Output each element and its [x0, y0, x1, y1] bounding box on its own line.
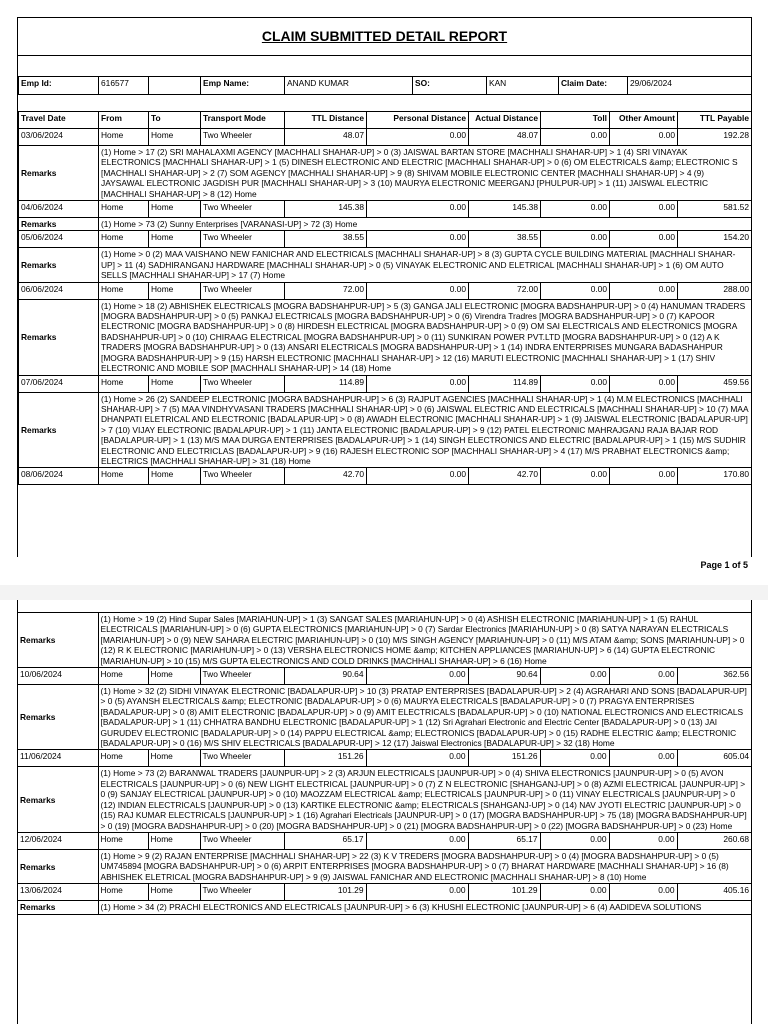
col-ttl-payable: TTL Payable [678, 112, 752, 129]
toll-cell: 0.00 [541, 468, 610, 485]
remarks-text: (1) Home > 19 (2) Hind Supar Sales [MARIAHUN-UP] > 1 (3) SANGAT SALES [MARIAHUN-UP] > 0 (4) ASHISH ELECTRONIC [MARIAHUN-UP] > 1 (5) RAHUL ELECTRICALS [MARIAHUN-UP] > 0 (6) GUPTA ELECTRONICS [MARIAHUN-UP] > 0 (7) Sardar Electronics [MARIAHUN-UP] > 0 (8) SATYA NARAYAN ELECTRICALS [MARIAHUN-UP] > 0 (9) NEW SAHARA ELECTRIC [MARIAHUN-UP] > 0 (10) M/S SINGH AGENCY [MARIAHUN-UP] > 0 (11) M/S ATAM &amp; SONS [MARIAHUN-UP] > 0 (12) R K ELECTRONIC [MARIAHUN-UP] > 0 (13) VERSHA ELECTRONICS HOME &amp; KITCHEN APPLIANCES [MARIAHUN-UP] > 6 (14) GUPTA ELECTRONIC [MARIAHUN-UP] > 10 (15) M/S GUPTA ELECTRONICS AND COLD DRINKS [MACHHALI SHAHAR-UP] > 6 (16) Home [98, 613, 751, 668]
ttl-payable-cell: 288.00 [678, 282, 752, 299]
emp-id-label: Emp Id: [19, 77, 99, 95]
remarks-text: (1) Home > 34 (2) PRACHI ELECTRONICS AND ELECTRICALS [JAUNPUR-UP] > 6 (3) KHUSHI ELECTRONIC [JAUNPUR-UP] > 6 (4) AADIDEVA SOLUTIONS [98, 901, 751, 914]
travel-date-cell: 03/06/2024 [19, 129, 99, 146]
transport-mode-cell: Two Wheeler [200, 750, 284, 767]
remarks-row [18, 849, 751, 883]
other-amount-cell: 0.00 [610, 129, 678, 146]
report-frame [17, 17, 752, 557]
from-cell: Home [99, 375, 149, 392]
page-gap [0, 585, 768, 600]
toll-cell: 0.00 [540, 750, 609, 767]
page-number: Page 1 of 5 [700, 560, 748, 570]
remarks-text: (1) Home > 73 (2) BARANWAL TRADERS [JAUNPUR-UP] > 2 (3) ARJUN ELECTRICALS [JAUNPUR-UP] > 0 (4) SHIVA ELECTRONICS [JAUNPUR-UP] > 0 (5) AVON ELECTRICALS [JAUNPUR-UP] > 0 (6) NEW LIGHT ELECTRICAL [JAUNPUR-UP] > 0 (7) Z N ELECTRONIC [SHAHGANJ-UP] > 0 (8) AZMI ELECTRICAL [JAUNPUR-UP] > 0 (9) SANJAY ELECTRICAL [JAUNPUR-UP] > 0 (10) MAOZZAM ELECTRICAL &amp; ELECTRICALS [JAUNPUR-UP] > 0 (11) VINAY ELECTRICALS [JAUNPUR-UP] > 0 (12) INDIAN ELECTRICALS [JAUNPUR-UP] > 0 (13) KARTIKE ELECTRONIC &amp; ELECTRICALS [SHAHGANJ-UP] > 0 (14) NAV JYOTI ELECTRIC [JAUNPUR-UP] > 0 (15) RAJ KUMAR ELECTRICALS [JAUNPUR-UP] > 1 (16) Agrahari Electricals [JAUNPUR-UP] > 0 (17) [MOGRA BADSHAHPUR-UP] > 75 (18) [MOGRA BADSHAHPUR-UP] > 0 (19) [MOGRA BADSHAHPUR-UP] > 0 (20) [MOGRA BADSHAHPUR-UP] > 0 (21) [MOGRA BADSHAHPUR-UP] > 0 (22) [MOGRA BADSHAHPUR-UP] > 0 (23) Home [98, 767, 751, 832]
from-cell: Home [99, 201, 149, 218]
ttl-distance-cell: 42.70 [285, 468, 367, 485]
transport-mode-cell: Two Wheeler [200, 832, 284, 849]
toll-cell: 0.00 [541, 129, 610, 146]
other-amount-cell: 0.00 [610, 282, 678, 299]
from-cell: Home [98, 832, 148, 849]
remarks-text: (1) Home > 73 (2) Sunny Enterprises [VARANASI-UP] > 72 (3) Home [99, 218, 752, 231]
personal-distance-cell: 0.00 [367, 201, 469, 218]
report-frame [17, 600, 752, 1024]
personal-distance-cell: 0.00 [367, 282, 469, 299]
from-cell: Home [99, 282, 149, 299]
ttl-payable-cell: 170.80 [678, 468, 752, 485]
to-cell: Home [148, 884, 200, 901]
remarks-text: (1) Home > 0 (2) MAA VAISHANO NEW FANICHAR AND ELECTRICALS [MACHHALI SHAHAR-UP] > 8 (3) GUPTA CYCLE BUILDING MATERIAL [MACHHALI SHAHAR-UP] > 11 (4) SADHIRANGANJ HARDWARE [MACHHALI SHAHAR-UP] > 0 (5) VINAYAK ELECTRONIC AND ELETRICAL [MACHHALI SHAHAR-UP] > 1 (6) OM AUTO SELLS [MACHHALI SHAHAR-UP] > 17 (7) Home [99, 248, 752, 282]
other-amount-cell: 0.00 [610, 468, 678, 485]
remarks-row [18, 901, 751, 914]
to-cell: Home [148, 668, 200, 685]
ttl-distance-cell: 65.17 [284, 832, 366, 849]
report-page-2 [0, 600, 768, 1024]
remarks-row [19, 392, 752, 468]
to-cell: Home [148, 832, 200, 849]
remarks-text: (1) Home > 18 (2) ABHISHEK ELECTRICALS [MOGRA BADSHAHPUR-UP] > 5 (3) GANGA JALI ELECTRONIC [MOGRA BADSHAHPUR-UP] > 0 (4) HANUMAN TRADERS [MOGRA BADSHAHPUR-UP] > 0 (5) PANKAJ ELECTRICALS [MOGRA BADSHAHPUR-UP] > 0 (6) Virendra Tradres [MOGRA BADSHAHPUR-UP] > 0 (7) KAPOOR ELECTRONIC [MOGRA BADSHAHPUR-UP] > 0 (8) HIRDESH ELECTRICAL [MOGRA BADSHAHPUR-UP] > 0 (9) OM SAI ELECTRICALS AND ELECTRONICS [MOGRA BADSHAHPUR-UP] > 0 (10) CHIRAAG ELECTRICAL [MOGRA BADSHAHPUR-UP] > 0 (11) SUNKIRAN POWER PVT.LTD [MOGRA BADSHAHPUR-UP] > 0 (12) A K TRADERS [MOGRA BADSHAHPUR-UP] > 0 (13) ANSARI ELECTRICALS [MOGRA BADSHAHPUR-UP] > 1 (14) INDRA ENTERPRISES MUNGARA BADASHAHPUR [MOGRA BADSHAHPUR-UP] > 9 (15) HARSH ELECTRONIC [MACHHALI SHAHAR-UP] > 12 (16) MARUTI ELECTRONIC [MACHHALI SHAHAR-UP] > 1 (17) SHIV ELECTRONIC AND MOBILE SOP [MACHHALI SHAHAR-UP] > 14 (18) Home [99, 299, 752, 375]
to-cell: Home [149, 282, 201, 299]
remarks-row [19, 299, 752, 375]
actual-distance-cell: 90.64 [468, 668, 540, 685]
remarks-text: (1) Home > 9 (2) RAJAN ENTERPRISE [MACHHALI SHAHAR-UP] > 22 (3) K V TREDERS [MOGRA BADSHAHPUR-UP] > 0 (4) [MOGRA BADSHAHPUR-UP] > 0 (5) UM745894 [MOGRA BADSHAHPUR-UP] > 0 (6) ARPIT ENTERPRISES [MOGRA BADSHAHPUR-UP] > 0 (7) BHARAT HARDWARE [MACHHALI SHAHAR-UP] > 16 (8) ABHISHEK ELETRICAL [MOGRA BADSHAHPUR-UP] > 9 (9) JAISWAL FANICHAR AND ELECTRONIC [MACHHALI SHAHAR-UP] > 8 (10) Home [98, 849, 751, 883]
actual-distance-cell: 101.29 [468, 884, 540, 901]
ttl-distance-cell: 151.26 [284, 750, 366, 767]
from-cell: Home [98, 668, 148, 685]
toll-cell: 0.00 [541, 282, 610, 299]
from-cell: Home [99, 468, 149, 485]
other-amount-cell: 0.00 [609, 668, 677, 685]
emp-id-value: 616577 [99, 77, 149, 95]
other-amount-cell: 0.00 [610, 231, 678, 248]
personal-distance-cell: 0.00 [367, 375, 469, 392]
actual-distance-cell: 72.00 [469, 282, 541, 299]
travel-date-cell: 08/06/2024 [19, 468, 99, 485]
table-row [19, 231, 752, 248]
ttl-distance-cell: 145.38 [285, 201, 367, 218]
personal-distance-cell: 0.00 [367, 468, 469, 485]
travel-date-cell: 13/06/2024 [18, 884, 98, 901]
col-ttl-distance: TTL Distance [285, 112, 367, 129]
to-cell: Home [148, 750, 200, 767]
toll-cell: 0.00 [541, 201, 610, 218]
col-transport-mode: Transport Mode [201, 112, 285, 129]
table-row [19, 468, 752, 485]
travel-date-cell: 12/06/2024 [18, 832, 98, 849]
personal-distance-cell: 0.00 [367, 231, 469, 248]
transport-mode-cell: Two Wheeler [200, 668, 284, 685]
remarks-label: Remarks [18, 685, 98, 750]
table-row [19, 129, 752, 146]
ttl-payable-cell: 154.20 [678, 231, 752, 248]
ttl-payable-cell: 581.52 [678, 201, 752, 218]
remarks-label: Remarks [18, 901, 98, 914]
toll-cell: 0.00 [540, 884, 609, 901]
from-cell: Home [99, 129, 149, 146]
remarks-row [19, 146, 752, 201]
remarks-label: Remarks [18, 767, 98, 832]
claim-date-label: Claim Date: [559, 77, 628, 95]
other-amount-cell: 0.00 [610, 201, 678, 218]
table-row [18, 832, 751, 849]
travel-date-cell: 06/06/2024 [19, 282, 99, 299]
transport-mode-cell: Two Wheeler [201, 282, 285, 299]
travel-date-cell: 11/06/2024 [18, 750, 98, 767]
from-cell: Home [98, 750, 148, 767]
table-row [19, 375, 752, 392]
other-amount-cell: 0.00 [609, 884, 677, 901]
col-to: To [149, 112, 201, 129]
remarks-text: (1) Home > 17 (2) SRI MAHALAXMI AGENCY [MACHHALI SHAHAR-UP] > 0 (3) JAISWAL BARTAN STORE [MACHHALI SHAHAR-UP] > 1 (4) SRI VINAYAK ELECTRONICS [MACHHALI SHAHAR-UP] > 1 (5) DINESH ELECTRONIC AND ELECTRIC [MACHHALI SHAHAR-UP] > 0 (6) OM ELECTRICALS &amp; ELECTRONIC S [MACHHALI SHAHAR-UP] > 2 (7) SOM AGENCY [MACHHALI SHAHAR-UP] > 9 (8) SHIVAM MOBILE ELECTRONIC CENTER [MACHHALI SHAHAR-UP] > 4 (9) JAYSAWAL ELECTRONIC JAGDISH PUR [MACHHALI SHAHAR-UP] > 3 (10) MAURYA ELECTRONIC MEERGANJ [PHULPUR-UP] > 1 (11) JAISWAL ELECTRIC [MACHHALI SHAHAR-UP] > 8 (12) Home [99, 146, 752, 201]
emp-name-label: Emp Name: [201, 77, 285, 95]
personal-distance-cell: 0.00 [366, 750, 468, 767]
remarks-row [19, 218, 752, 231]
transport-mode-cell: Two Wheeler [201, 375, 285, 392]
to-cell: Home [149, 201, 201, 218]
ttl-payable-cell: 605.04 [677, 750, 751, 767]
travel-date-cell: 05/06/2024 [19, 231, 99, 248]
report-title: CLAIM SUBMITTED DETAIL REPORT [261, 28, 508, 44]
ttl-distance-cell: 101.29 [284, 884, 366, 901]
remarks-label: Remarks [18, 849, 98, 883]
actual-distance-cell: 65.17 [468, 832, 540, 849]
actual-distance-cell: 145.38 [469, 201, 541, 218]
personal-distance-cell: 0.00 [367, 129, 469, 146]
actual-distance-cell: 48.07 [469, 129, 541, 146]
personal-distance-cell: 0.00 [366, 668, 468, 685]
transport-mode-cell: Two Wheeler [201, 201, 285, 218]
table-row [18, 668, 751, 685]
ttl-distance-cell: 38.55 [285, 231, 367, 248]
report-title-bar [18, 17, 751, 56]
claims-table [18, 111, 752, 485]
personal-distance-cell: 0.00 [366, 832, 468, 849]
other-amount-cell: 0.00 [609, 750, 677, 767]
from-cell: Home [98, 884, 148, 901]
col-from: From [99, 112, 149, 129]
table-row [19, 282, 752, 299]
ttl-distance-cell: 90.64 [284, 668, 366, 685]
to-cell: Home [149, 129, 201, 146]
remarks-row [18, 767, 751, 832]
remarks-row [18, 685, 751, 750]
to-cell: Home [149, 468, 201, 485]
col-travel-date: Travel Date [19, 112, 99, 129]
remarks-label: Remarks [19, 218, 99, 231]
actual-distance-cell: 38.55 [469, 231, 541, 248]
actual-distance-cell: 42.70 [469, 468, 541, 485]
to-cell: Home [149, 231, 201, 248]
other-amount-cell: 0.00 [610, 375, 678, 392]
emp-name-value: ANAND KUMAR [285, 77, 413, 95]
toll-cell: 0.00 [540, 668, 609, 685]
table-row [18, 884, 751, 901]
to-cell: Home [149, 375, 201, 392]
transport-mode-cell: Two Wheeler [200, 884, 284, 901]
so-value: KAN [487, 77, 559, 95]
other-amount-cell: 0.00 [609, 832, 677, 849]
claim-date-value: 29/06/2024 [628, 77, 752, 95]
remarks-label: Remarks [19, 146, 99, 201]
remarks-row [19, 248, 752, 282]
toll-cell: 0.00 [541, 231, 610, 248]
ttl-payable-cell: 362.56 [677, 668, 751, 685]
transport-mode-cell: Two Wheeler [201, 468, 285, 485]
toll-cell: 0.00 [541, 375, 610, 392]
remarks-label: Remarks [19, 248, 99, 282]
remarks-label: Remarks [19, 392, 99, 468]
ttl-payable-cell: 405.16 [677, 884, 751, 901]
col-personal-distance: Personal Distance [367, 112, 469, 129]
actual-distance-cell: 114.89 [469, 375, 541, 392]
claims-table-continued [18, 612, 751, 915]
col-toll: Toll [541, 112, 610, 129]
remarks-text: (1) Home > 32 (2) SIDHI VINAYAK ELECTRONIC [BADALAPUR-UP] > 10 (3) PRATAP ENTERPRISES [BADALAPUR-UP] > 2 (4) AGRAHARI AND SONS [BADALAPUR-UP] > 0 (5) AYANSH ELECTRICALS &amp; ELECTRONIC [BADALAPUR-UP] > 0 (6) MAURYA ELECTRICALS [BADALAPUR-UP] > 0 (7) PRAGYA ENTERPRISES [BADALAPUR-UP] > 0 (8) AMIT ELECTRONIC [BADALAPUR-UP] > 0 (9) AMIT ELECTRICALS [BADALAPUR-UP] > 0 (10) NATIONAL ELECTRONICS AND ELECTRICALS [BADALAPUR-UP] > 1 (11) CHHATRA BANDHU ELECTRONIC [BADALAPUR-UP] > 1 (12) Sri Agrahari Electronic and Electric Center [BADALAPUR-UP] > 0 (13) JAI GURUDEV ELECTRONIC [BADALAPUR-UP] > 0 (14) PAPPU ELECTRICAL &amp; ELECTRONICS [BADALAPUR-UP] > 0 (15) RADHE ELECTRIC &amp; ELECTRONIC [BADALAPUR-UP] > 0 (16) M/S SHIV ELECTRICALS [BADALAPUR-UP] > 12 (17) Jaiswal Electronics [BADALAPUR-UP] > 32 (18) Home [98, 685, 751, 750]
actual-distance-cell: 151.26 [468, 750, 540, 767]
col-actual-distance: Actual Distance [469, 112, 541, 129]
remarks-label: Remarks [18, 613, 98, 668]
ttl-distance-cell: 114.89 [285, 375, 367, 392]
travel-date-cell: 04/06/2024 [19, 201, 99, 218]
ttl-payable-cell: 192.28 [678, 129, 752, 146]
table-row [18, 750, 751, 767]
col-other-amount: Other Amount [610, 112, 678, 129]
transport-mode-cell: Two Wheeler [201, 231, 285, 248]
remarks-text: (1) Home > 26 (2) SANDEEP ELECTRONIC [MOGRA BADSHAHPUR-UP] > 6 (3) RAJPUT AGENCIES [MACHHALI SHAHAR-UP] > 1 (4) M.M ELECTRONICS [MACHHALI SHAHAR-UP] > 7 (5) MAA VINDHYVASANI TRADERS [MACHHALI SHAHAR-UP] > 0 (6) JAISWAL ELECTRIC AND ELECTRICALS [MACHHALI SHAHAR-UP] > 10 (7) MAA DHANPATI ELETRICAL AND ELECTRONIC [BADALAPUR-UP] > 0 (8) AWADH ELECTRONIC [MACHHALI SHAHAR-UP] > 1 (9) JAISWAL ELECTRONIC [BADALAPUR-UP] > 7 (10) VIJAY ELECTRONIC [BADALAPUR-UP] > 1 (11) JANTA ELECTRONIC [BADALAPUR-UP] > 9 (12) PATEL ELECTRONIC MAHRAJGANJ RAJA BAJAR ROD [BADALAPUR-UP] > 1 (13) M/S MAA DURGA ENTERPRISES [BADALAPUR-UP] > 1 (14) SINGH ELECTRONICS AND ELECTRIC [BADALAPUR-UP] > 1 (15) M/S SUDHIR ELECTRONIC AND ELECTRICLAS [BADALAPUR-UP] > 9 (16) RAJESH ELECTRONIC SOP [MACHHALI SHAHAR-UP] > 4 (17) M/S PRABHAT ELECTRONICS &amp; ELECTRICS [MACHHALI SHAHAR-UP] > 31 (18) Home [99, 392, 752, 468]
table-row [19, 201, 752, 218]
employee-header-table [18, 76, 752, 95]
ttl-payable-cell: 260.68 [677, 832, 751, 849]
ttl-payable-cell: 459.56 [678, 375, 752, 392]
transport-mode-cell: Two Wheeler [201, 129, 285, 146]
remarks-row [18, 613, 751, 668]
travel-date-cell: 07/06/2024 [19, 375, 99, 392]
so-label: SO: [413, 77, 487, 95]
toll-cell: 0.00 [540, 832, 609, 849]
from-cell: Home [99, 231, 149, 248]
remarks-label: Remarks [19, 299, 99, 375]
ttl-distance-cell: 72.00 [285, 282, 367, 299]
ttl-distance-cell: 48.07 [285, 129, 367, 146]
personal-distance-cell: 0.00 [366, 884, 468, 901]
travel-date-cell: 10/06/2024 [18, 668, 98, 685]
